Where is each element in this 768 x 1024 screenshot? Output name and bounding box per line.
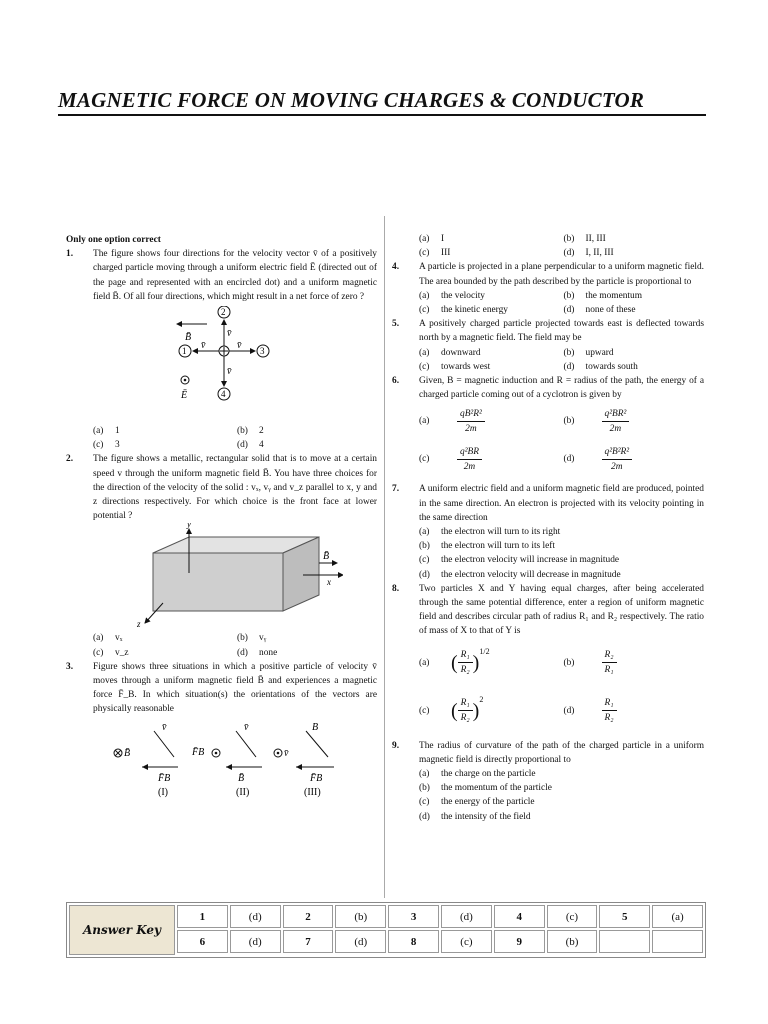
question-number: 5.: [392, 319, 400, 330]
option-a[interactable]: (a) 1: [93, 426, 120, 437]
y-axis-label: y: [187, 523, 191, 530]
key-cell: 4: [494, 905, 545, 928]
key-cell: (c): [547, 905, 598, 928]
situation-3-label: (III): [304, 786, 321, 798]
e-field-label: Ē: [181, 390, 188, 402]
question-text: Given, B = magnetic induction and R = radius of the path, the energy of a charged particle coming out of a cyclotron is given by: [419, 376, 704, 401]
option-a[interactable]: (a) the charge on the particle: [419, 769, 536, 780]
option-a[interactable]: (a) I: [419, 234, 445, 244]
key-cell: 2: [283, 905, 334, 928]
option-b[interactable]: (b) $\frac{\text{q²BR²}}{2m}$: [564, 402, 705, 440]
b-label-2: B̄: [238, 772, 245, 784]
options: [93, 631, 377, 659]
key-cell: 8: [388, 930, 439, 953]
b-field-label: B̄: [323, 551, 330, 563]
option-c[interactable]: (c) towards west: [419, 361, 491, 372]
q2-figure: [93, 523, 343, 631]
option-b[interactable]: (b) 2: [237, 426, 264, 437]
option-b[interactable]: (b) the momentum of the particle: [419, 783, 552, 794]
question-1: [66, 247, 377, 452]
option-c[interactable]: (c) v_z: [93, 647, 129, 658]
option-d[interactable]: (d) the electron velocity will decrease in magnitude: [419, 569, 621, 580]
question-number: 6.: [392, 376, 400, 387]
key-cell: (d): [230, 905, 281, 928]
question-text: A particle is projected in a plane perpendicular to a uniform magnetic field. The area bounded by the path described by the particle is proportional to: [419, 262, 704, 287]
option-a[interactable]: (a) $\frac{\text{qB²R²}}{2m}$: [419, 402, 560, 440]
options: [419, 289, 704, 317]
answer-key-table: [66, 902, 706, 958]
options: [419, 639, 704, 735]
x-axis-label: x: [327, 577, 331, 588]
direction-3: 3: [260, 346, 265, 357]
option-b[interactable]: (b) upward: [563, 347, 614, 358]
question-text: A uniform electric field and a uniform magnetic field are produced, pointed in the same direction. An electron is projected with its velocity pointing in the same direction: [419, 484, 704, 523]
option-d[interactable]: (d) $\frac{\text{R₁}}{\text{R₂}}$: [564, 687, 705, 735]
right-column: [392, 233, 704, 824]
v-label-1: v̄: [162, 722, 167, 733]
option-c[interactable]: (c) 3: [93, 440, 120, 451]
question-4: [392, 260, 704, 317]
question-number: 3.: [66, 661, 74, 672]
option-b[interactable]: (b) II, III: [563, 234, 606, 244]
option-d[interactable]: (d) the intensity of the field: [419, 811, 531, 822]
option-a[interactable]: (a) vₓ: [93, 633, 123, 644]
key-cell: 3: [388, 905, 439, 928]
key-cell: [599, 930, 650, 953]
question-text: Figure shows three situations in which a positive particle of velocity v̄ moves through a uniform magnetic field B̄ and experiences a magnetic force F̄_B. In which situation(s) the orientations of the vectors are physically reasonable: [93, 661, 377, 715]
key-cell: 1: [177, 905, 228, 928]
direction-4: 4: [221, 389, 226, 400]
key-cell: (d): [441, 905, 492, 928]
option-d[interactable]: (d) none of these: [563, 305, 636, 316]
v-label-4: v̄: [227, 366, 232, 378]
v-label-1: v̄: [201, 340, 206, 352]
question-text: A positively charged particle projected towards east is deflected towards north by a magnetic field. The field may be: [419, 319, 704, 344]
question-text: The figure shows four directions for the velocity vector v̄ of a positively charged particle moving through a uniform electric field Ē (directed out of the page and represented with an encircled dot) and a uniform magnetic field B̄. Of all four directions, which might result in a net force of zero ?: [93, 249, 377, 302]
situation-2-label: (II): [236, 786, 250, 798]
question-number: 2.: [66, 454, 74, 465]
left-column: [66, 233, 377, 803]
direction-2: 2: [221, 307, 226, 318]
option-c[interactable]: (c) the electron velocity will increase in magnitude: [419, 555, 620, 566]
key-cell: (d): [335, 930, 386, 953]
f-label-2: F̄B: [192, 746, 205, 758]
question-number: 8.: [392, 583, 400, 594]
page-title: MAGNETIC FORCE ON MOVING CHARGES & CONDUCTOR: [58, 88, 645, 112]
key-cell: 5: [599, 905, 650, 928]
option-b[interactable]: (b) the electron will turn to its left: [419, 541, 556, 552]
v-label-2: v̄: [244, 722, 249, 733]
options: [419, 346, 704, 374]
f-label-3: F̄B: [310, 772, 323, 784]
v-label-2: v̄: [227, 328, 232, 340]
question-number: 7.: [392, 484, 400, 495]
key-cell: 9: [494, 930, 545, 953]
question-number: 4.: [392, 262, 400, 273]
option-c[interactable]: (c) $\frac{\text{q²BR}}{2m}$: [419, 440, 560, 478]
question-5: [392, 317, 704, 374]
question-text: Two particles X and Y having equal charges, after being accelerated through the same potential difference, enter a region of uniform magnetic field and describes circular path of radius R₁ and R₂ respectively. The ratio of mass of X to that of Y is: [419, 583, 704, 637]
answer-key-grid: [177, 905, 703, 953]
column-divider: [384, 216, 385, 898]
options: [419, 767, 704, 824]
option-d[interactable]: (d) towards south: [563, 361, 638, 372]
option-d[interactable]: (d) I, II, III: [563, 248, 614, 259]
options: [419, 402, 704, 478]
option-b[interactable]: (b) $\frac{\text{R₂}}{\text{R₁}}$: [564, 639, 705, 687]
option-a[interactable]: (a) ( $\frac{\text{R₁}}{\text{R₂}}$ ) 1/2: [419, 646, 490, 676]
v-label-3: v̄: [237, 340, 242, 352]
option-c[interactable]: (c) ( $\frac{\text{R₁}}{\text{R₂}}$ ) 2: [419, 694, 484, 724]
q1-figure: [93, 306, 343, 424]
key-cell: (a): [652, 905, 703, 928]
option-a[interactable]: (a) the velocity: [419, 290, 485, 301]
options: [93, 424, 377, 452]
question-number: 1.: [66, 249, 74, 260]
option-a[interactable]: (a) downward: [419, 347, 481, 358]
title-underline: [58, 114, 706, 116]
option-a[interactable]: (a) the electron will turn to its right: [419, 527, 561, 538]
question-2: [66, 452, 377, 659]
v-label-3: v̄: [284, 747, 289, 759]
key-cell: [652, 930, 703, 953]
question-8: [392, 582, 704, 735]
option-d[interactable]: (d) none: [237, 647, 278, 658]
key-cell: (b): [547, 930, 598, 953]
key-cell: 6: [177, 930, 228, 953]
z-axis-label: z: [137, 619, 141, 630]
q3-options: [392, 232, 704, 260]
situation-1-label: (I): [158, 786, 168, 798]
f-label-1: F̄B: [158, 772, 171, 784]
options: [419, 525, 704, 582]
key-cell: 7: [283, 930, 334, 953]
option-c[interactable]: (c) the kinetic energy: [419, 305, 508, 316]
option-c[interactable]: (c) III: [419, 248, 451, 259]
key-cell: (d): [230, 930, 281, 953]
question-number: 9.: [392, 740, 400, 751]
b-label-3: B̄: [312, 722, 319, 733]
b-field-label: B̄: [185, 332, 192, 344]
option-d[interactable]: (d) $\frac{\text{q²B²R²}}{2m}$: [564, 440, 705, 478]
key-cell: (b): [335, 905, 386, 928]
question-3: [66, 660, 377, 717]
q3-figure: [66, 723, 366, 803]
section-heading: Only one option correct: [66, 235, 161, 245]
question-9: [392, 739, 704, 824]
key-cell: (c): [441, 930, 492, 953]
question-text: The figure shows a metallic, rectangular solid that is to move at a certain speed v through the uniform magnetic field B̄. You have three choices for the direction of the velocity of the solid : vₓ, vᵧ and v_z parallel to x, y and z directions respectively. For which choice is the front face at lower potential ?: [93, 454, 377, 522]
option-b[interactable]: (b) vᵧ: [237, 633, 267, 644]
option-c[interactable]: (c) the energy of the particle: [419, 797, 535, 808]
option-b[interactable]: (b) the momentum: [563, 290, 643, 301]
answer-key-label: Answer Key: [69, 905, 175, 955]
direction-1: 1: [182, 346, 187, 357]
question-7: [392, 482, 704, 581]
question-text: The radius of curvature of the path of the charged particle in a uniform magnetic field is directly proportional to: [419, 740, 704, 765]
question-6: [392, 374, 704, 478]
b-label-1: B̄: [124, 747, 131, 759]
option-d[interactable]: (d) 4: [237, 440, 264, 451]
